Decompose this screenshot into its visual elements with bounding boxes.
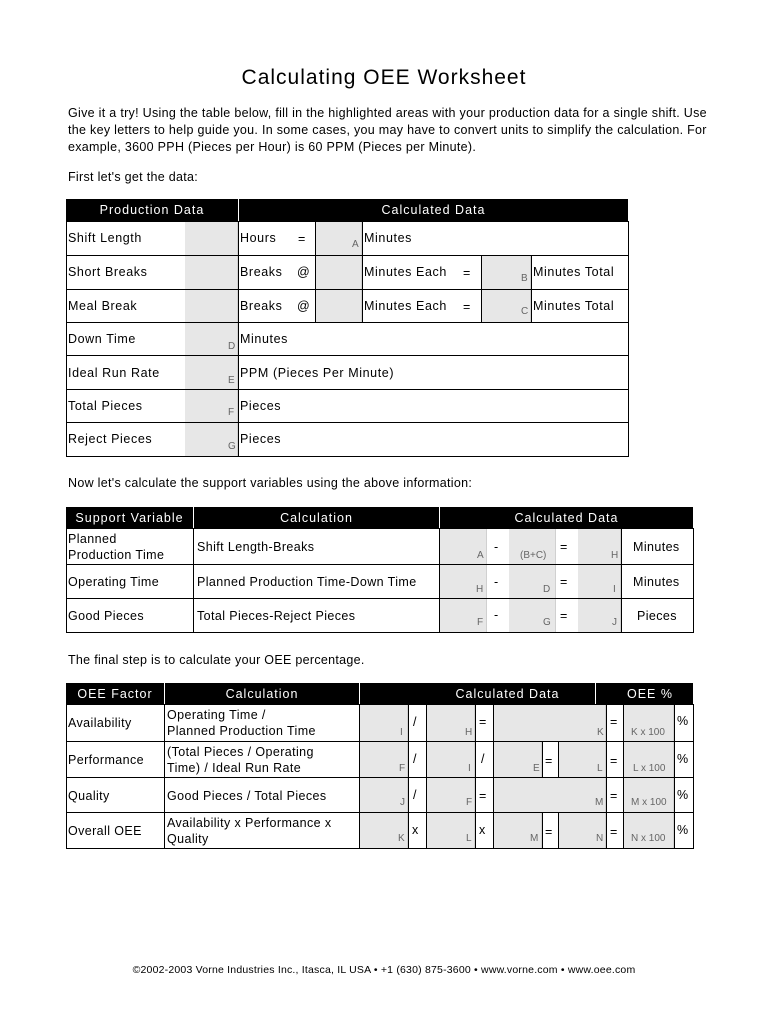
table3-header-divider — [595, 683, 596, 704]
row-label-ideal-run-rate: Ideal Run Rate — [68, 366, 160, 380]
table1-row-line — [66, 389, 629, 390]
table2-header-divider — [193, 507, 194, 528]
table1-row-line — [66, 355, 629, 356]
table1-col-line — [362, 221, 363, 322]
table3-col-line — [475, 704, 476, 849]
meal-break-minutes-input[interactable] — [316, 290, 362, 322]
intro-paragraph: Give it a try! Using the table below, fill in the highlighted areas with your production data for a single shift. Use the key letters to help guide you. In some cases, you may have to convert units to simplify the calculation. For example, 3600 PPH (Pieces per Hour) is 60 PPM (Pieces per Minute). — [68, 106, 707, 154]
minus-sign: - — [494, 608, 499, 622]
table3-header-factor: OEE Factor — [66, 683, 164, 704]
key-g: G — [228, 441, 236, 452]
table1-header-divider — [238, 199, 239, 221]
row-label-short-breaks: Short Breaks — [68, 265, 148, 279]
table2-header-calculated: Calculated Data — [440, 507, 693, 528]
table2-header-support: Support Variable — [66, 507, 193, 528]
unit-minutes: Minutes — [633, 540, 680, 554]
table3-col-line — [164, 704, 165, 849]
meal-break-input[interactable] — [185, 290, 238, 322]
table2-col-line — [193, 528, 194, 633]
key-f: F — [466, 797, 473, 808]
support-label-planned: Planned Production Time — [68, 532, 165, 562]
percent-sign: % — [677, 788, 689, 802]
equals-sign: = — [545, 825, 553, 839]
result-l-x100: L x 100 — [633, 763, 666, 774]
calc-availability: Operating Time / Planned Production Time — [167, 708, 316, 738]
key-f: F — [477, 617, 484, 628]
second-instruction: Now let's calculate the support variables using the above information: — [68, 476, 473, 490]
key-i: I — [468, 763, 471, 774]
reject-pieces-unit: Pieces — [240, 432, 282, 446]
factor-quality: Quality — [68, 789, 110, 803]
factor-performance: Performance — [68, 753, 144, 767]
key-n: N — [596, 833, 604, 844]
divide-sign: / — [413, 715, 417, 729]
table3-header-calculation: Calculation — [165, 683, 359, 704]
minus-sign: - — [494, 575, 499, 589]
page-title: Calculating OEE Worksheet — [241, 66, 527, 89]
key-d: D — [543, 584, 551, 595]
key-f: F — [228, 407, 235, 418]
key-f: F — [399, 763, 406, 774]
equals-sign: = — [610, 754, 618, 768]
key-m: M — [530, 833, 539, 844]
support-label-operating: Operating Time — [68, 575, 160, 589]
equals-sign: = — [610, 825, 618, 839]
short-breaks-input[interactable] — [185, 256, 238, 289]
key-k: K — [597, 727, 604, 738]
qual-result-m[interactable] — [494, 778, 606, 812]
minus-sign: - — [494, 540, 499, 554]
equals-sign: = — [610, 789, 618, 803]
key-k: K — [398, 833, 405, 844]
key-l: L — [597, 763, 603, 774]
table2-col-line — [621, 528, 622, 633]
divide-sign: / — [481, 752, 485, 766]
equals-sign: = — [560, 540, 568, 554]
key-h: H — [611, 550, 619, 561]
table1-header-calculated: Calculated Data — [239, 199, 628, 221]
calc-overall: Availability x Performance x Quality — [167, 816, 332, 846]
shift-length-input[interactable] — [185, 222, 238, 255]
key-e: E — [533, 763, 540, 774]
table3-header-calculated: Calculated Data — [420, 683, 595, 704]
table1-row-line — [66, 422, 629, 423]
key-b: B — [521, 273, 528, 284]
table1-row-line — [66, 322, 629, 323]
key-h: H — [476, 584, 484, 595]
key-g: G — [543, 617, 551, 628]
calc-performance: (Total Pieces / Operating Time) / Ideal Run Rate — [167, 745, 314, 775]
run-rate-unit: PPM (Pieces Per Minute) — [240, 366, 395, 380]
multiply-sign: x — [412, 823, 419, 837]
breaks-label: Breaks — [240, 265, 283, 279]
key-j: J — [612, 617, 617, 628]
percent-sign: % — [677, 714, 689, 728]
third-instruction: The final step is to calculate your OEE percentage. — [68, 653, 365, 667]
minutes-total-label: Minutes Total — [533, 299, 615, 313]
calc-shift-breaks: Shift Length-Breaks — [197, 540, 315, 554]
minutes-label: Minutes — [364, 231, 412, 245]
row-label-shift-length: Shift Length — [68, 231, 142, 245]
key-e: E — [228, 375, 235, 386]
divide-sign: / — [413, 788, 417, 802]
minutes-each-label: Minutes Each — [364, 265, 447, 279]
key-bc: (B+C) — [520, 550, 547, 561]
equals-sign: = — [545, 754, 553, 768]
equals-sign: = — [463, 266, 471, 280]
factor-availability: Availability — [68, 716, 132, 730]
avail-result-k[interactable] — [494, 705, 606, 741]
table3-header-oee: OEE % — [607, 683, 693, 704]
footer: ©2002-2003 Vorne Industries Inc., Itasca, IL USA • +1 (630) 875-3600 • www.vorne.com • www.oee.com — [132, 964, 636, 976]
table3-header-divider — [359, 683, 360, 704]
table3-col-line — [674, 704, 675, 849]
hours-label: Hours — [240, 231, 277, 245]
equals-sign: = — [560, 575, 568, 589]
key-h: H — [465, 727, 473, 738]
key-i: I — [613, 584, 616, 595]
table1-col-line — [531, 255, 532, 322]
down-time-unit: Minutes — [240, 332, 288, 346]
breaks-label: Breaks — [240, 299, 283, 313]
key-d: D — [228, 341, 236, 352]
key-i: I — [400, 727, 403, 738]
factor-overall: Overall OEE — [68, 824, 142, 838]
first-instruction: First let's get the data: — [68, 170, 199, 184]
table3-col-line — [542, 741, 543, 777]
result-n-x100: N x 100 — [631, 833, 666, 844]
table3-col-line — [606, 704, 607, 849]
equals-sign: = — [298, 232, 306, 246]
result-k-x100: K x 100 — [631, 727, 665, 738]
key-m: M — [595, 797, 604, 808]
table1-header-production: Production Data — [66, 199, 238, 221]
key-j: J — [400, 797, 405, 808]
row-label-reject-pieces: Reject Pieces — [68, 432, 153, 446]
key-a: A — [352, 239, 359, 250]
short-break-minutes-input[interactable] — [316, 256, 362, 289]
divide-sign: / — [413, 752, 417, 766]
row-label-meal-break: Meal Break — [68, 299, 138, 313]
equals-sign: = — [610, 715, 618, 729]
key-a: A — [477, 550, 484, 561]
support-label-good: Good Pieces — [68, 609, 144, 623]
key-l: L — [466, 833, 472, 844]
table2-header-calculation: Calculation — [194, 507, 439, 528]
calc-quality: Good Pieces / Total Pieces — [167, 789, 327, 803]
equals-sign: = — [479, 789, 487, 803]
row-label-total-pieces: Total Pieces — [68, 399, 143, 413]
multiply-sign: x — [479, 823, 486, 837]
calc-ppt-downtime: Planned Production Time-Down Time — [197, 575, 417, 589]
row-label-down-time: Down Time — [68, 332, 136, 346]
calc-total-reject: Total Pieces-Reject Pieces — [197, 609, 356, 623]
equals-sign: = — [560, 609, 568, 623]
key-c: C — [521, 306, 529, 317]
equals-sign: = — [463, 300, 471, 314]
minutes-total-label: Minutes Total — [533, 265, 615, 279]
percent-sign: % — [677, 823, 689, 837]
total-pieces-unit: Pieces — [240, 399, 282, 413]
at-sign: @ — [297, 299, 310, 313]
at-sign: @ — [297, 265, 310, 279]
equals-sign: = — [479, 715, 487, 729]
table2-header-divider — [439, 507, 440, 528]
minutes-each-label: Minutes Each — [364, 299, 447, 313]
table3-col-line — [542, 812, 543, 849]
result-m-x100: M x 100 — [631, 797, 667, 808]
table1-col-line — [238, 221, 239, 457]
unit-pieces: Pieces — [637, 609, 677, 623]
percent-sign: % — [677, 752, 689, 766]
table3-header-divider — [164, 683, 165, 704]
unit-minutes: Minutes — [633, 575, 680, 589]
table3-col-line — [408, 704, 409, 849]
